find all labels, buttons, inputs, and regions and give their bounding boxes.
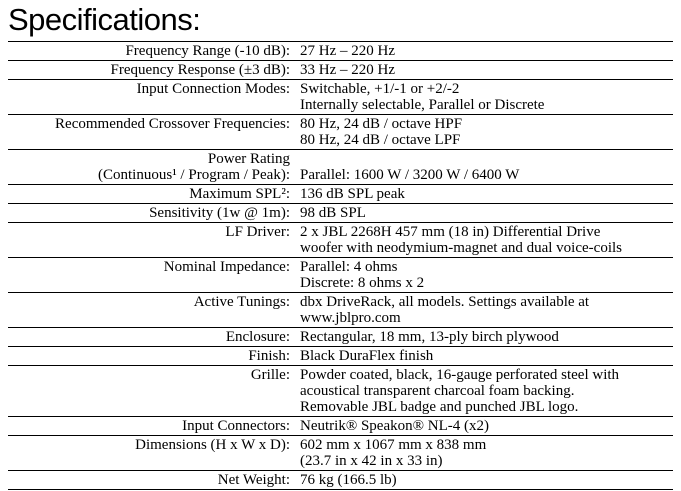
- spec-value: [300, 185, 673, 203]
- spec-value-line: Parallel: 1600 W / 3200 W / 6400 W: [300, 167, 520, 183]
- spec-value-line: Neutrik® Speakon® NL-4 (x2): [300, 418, 490, 434]
- spec-row: [8, 471, 673, 490]
- spec-value-line: Discrete: 8 ohms x 2: [300, 275, 425, 291]
- spec-label: [8, 80, 300, 114]
- spec-row: [8, 185, 673, 204]
- spec-row: [8, 328, 673, 347]
- spec-value-line: www.jblpro.com: [300, 310, 401, 326]
- spec-label: [8, 185, 300, 203]
- spec-row: [8, 366, 673, 417]
- spec-value: [300, 61, 673, 79]
- spec-value-line: Switchable, +1/-1 or +2/-2: [300, 81, 460, 97]
- spec-label-text: Sensitivity (1w @ 1m):: [149, 205, 290, 221]
- spec-row: [8, 150, 673, 185]
- spec-label: [8, 471, 300, 489]
- spec-value-line: acoustical transparent charcoal foam backing.: [300, 383, 575, 399]
- spec-value: [300, 471, 673, 489]
- spec-label-text: Enclosure:: [225, 329, 290, 345]
- spec-row: [8, 204, 673, 223]
- spec-label: [8, 347, 300, 365]
- spec-label-text: Maximum SPL²:: [189, 186, 290, 202]
- spec-value-line: 80 Hz, 24 dB / octave HPF: [300, 116, 463, 132]
- spec-label-text: Finish:: [248, 348, 290, 364]
- spec-value: [300, 328, 673, 346]
- spec-value-line: 2 x JBL 2268H 457 mm (18 in) Differential Drive: [300, 224, 601, 240]
- spec-row: [8, 61, 673, 80]
- spec-row: [8, 258, 673, 293]
- spec-label-text: Frequency Range (-10 dB):: [125, 43, 290, 59]
- spec-value: [300, 436, 673, 470]
- spec-value-line: 27 Hz – 220 Hz: [300, 43, 395, 59]
- spec-value-line: 76 kg (166.5 lb): [300, 472, 397, 488]
- spec-label-text: Input Connectors:: [182, 418, 290, 434]
- spec-row: [8, 436, 673, 471]
- spec-value-line: 602 mm x 1067 mm x 838 mm: [300, 437, 487, 453]
- spec-label-text: Grille:: [250, 367, 290, 383]
- spec-label: [8, 258, 300, 292]
- spec-value-line: dbx DriveRack, all models. Settings available at: [300, 294, 590, 310]
- spec-label: [8, 115, 300, 149]
- spec-label: [8, 417, 300, 435]
- spec-value-line: Removable JBL badge and punched JBL logo.: [300, 399, 579, 415]
- spec-label-text: Nominal Impedance:: [163, 259, 290, 275]
- spec-value-line: (23.7 in x 42 in x 33 in): [300, 453, 443, 469]
- page-title: Specifications:: [8, 2, 201, 37]
- spec-row: [8, 115, 673, 150]
- spec-value: [300, 258, 673, 292]
- spec-label: [8, 42, 300, 60]
- spec-value-line: Internally selectable, Parallel or Discrete: [300, 97, 545, 113]
- spec-value: [300, 347, 673, 365]
- spec-label: [8, 150, 300, 184]
- spec-value: [300, 42, 673, 60]
- spec-value: [300, 293, 673, 327]
- spec-label-text: Net Weight:: [217, 472, 290, 488]
- spec-label: [8, 223, 300, 257]
- spec-label-text: LF Driver:: [225, 224, 290, 240]
- spec-row: [8, 80, 673, 115]
- spec-label: [8, 436, 300, 470]
- spec-value-line: Black DuraFlex finish: [300, 348, 434, 364]
- spec-value: [300, 80, 673, 114]
- spec-value: [300, 115, 673, 149]
- spec-value: [300, 417, 673, 435]
- spec-table: [8, 41, 673, 490]
- spec-row: [8, 417, 673, 436]
- spec-label-text: Active Tunings:: [193, 294, 290, 310]
- spec-label: [8, 293, 300, 327]
- spec-value: [300, 223, 673, 257]
- spec-label-line: (Continuous¹ / Program / Peak):: [98, 167, 290, 183]
- spec-label-text: Dimensions (H x W x D):: [135, 437, 290, 453]
- spec-value: [300, 366, 673, 416]
- spec-value-line: Powder coated, black, 16-gauge perforated steel with: [300, 367, 620, 383]
- spec-label-text: Input Connection Modes:: [136, 81, 290, 97]
- spec-label: [8, 61, 300, 79]
- spec-row: [8, 347, 673, 366]
- spec-row: [8, 293, 673, 328]
- spec-row: [8, 223, 673, 258]
- spec-value: [300, 204, 673, 222]
- spec-value-line: 80 Hz, 24 dB / octave LPF: [300, 132, 461, 148]
- spec-value-line: 136 dB SPL peak: [300, 186, 405, 202]
- spec-value-line: Parallel: 4 ohms: [300, 259, 398, 275]
- spec-label-line: Power Rating: [207, 151, 290, 167]
- spec-label-text: Recommended Crossover Frequencies:: [55, 116, 290, 132]
- spec-label: [8, 366, 300, 416]
- spec-value-line: 33 Hz – 220 Hz: [300, 62, 395, 78]
- spec-value-line: woofer with neodymium-magnet and dual voice-coils: [300, 240, 622, 256]
- spec-value-line: 98 dB SPL: [300, 205, 366, 221]
- spec-value-line: Rectangular, 18 mm, 13-ply birch plywood: [300, 329, 559, 345]
- spec-value: [300, 150, 673, 184]
- spec-label: [8, 204, 300, 222]
- spec-row: [8, 42, 673, 61]
- spec-label-text: Frequency Response (±3 dB):: [110, 62, 290, 78]
- spec-label: [8, 328, 300, 346]
